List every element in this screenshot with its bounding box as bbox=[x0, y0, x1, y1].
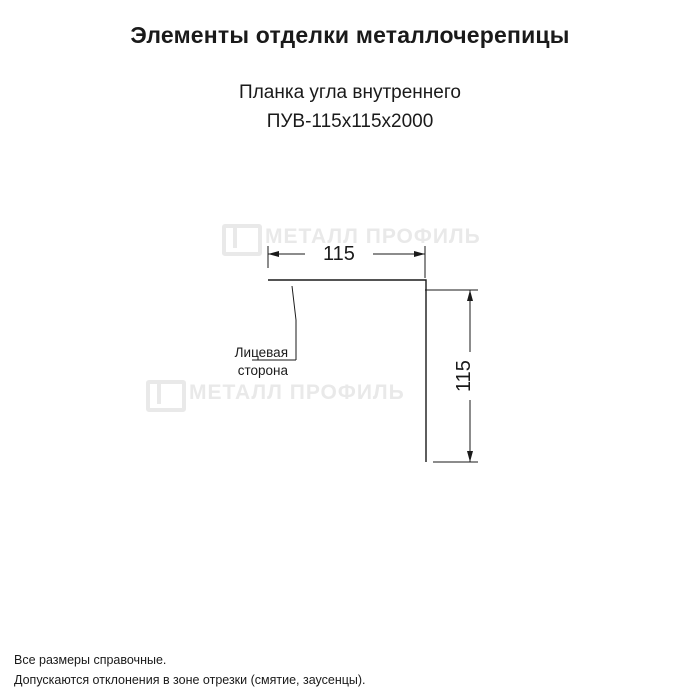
profile-outline bbox=[268, 280, 426, 462]
product-code: ПУВ-115х115х2000 bbox=[266, 111, 434, 133]
product-name: Планка угла внутреннего bbox=[239, 81, 461, 103]
dimension-label-top: 115 bbox=[323, 243, 355, 265]
title-block bbox=[0, 22, 700, 135]
dimension-arrow-left bbox=[268, 251, 279, 257]
technical-drawing bbox=[0, 160, 700, 560]
callout-label-line2: сторона bbox=[237, 363, 288, 378]
dimension-arrow-right bbox=[414, 251, 425, 257]
page-title: Элементы отделки металлочерепицы bbox=[130, 22, 570, 48]
callout-leader-line bbox=[292, 286, 296, 360]
dimension-label-right: 115 bbox=[453, 360, 475, 392]
footnote-line-2: Допускаются отклонения в зоне отрезки (смятие, заусенцы). bbox=[14, 672, 366, 687]
footnote-line-1: Все размеры справочные. bbox=[14, 653, 167, 668]
footnotes bbox=[14, 651, 366, 690]
callout-label-line1: Лицевая bbox=[234, 345, 288, 360]
dimension-arrow-top bbox=[467, 290, 473, 301]
watermark-text: МЕТАЛЛ ПРОФИЛЬ bbox=[189, 381, 405, 404]
dimension-arrow-bottom bbox=[467, 451, 473, 462]
watermark-text: МЕТАЛЛ ПРОФИЛЬ bbox=[265, 225, 481, 248]
